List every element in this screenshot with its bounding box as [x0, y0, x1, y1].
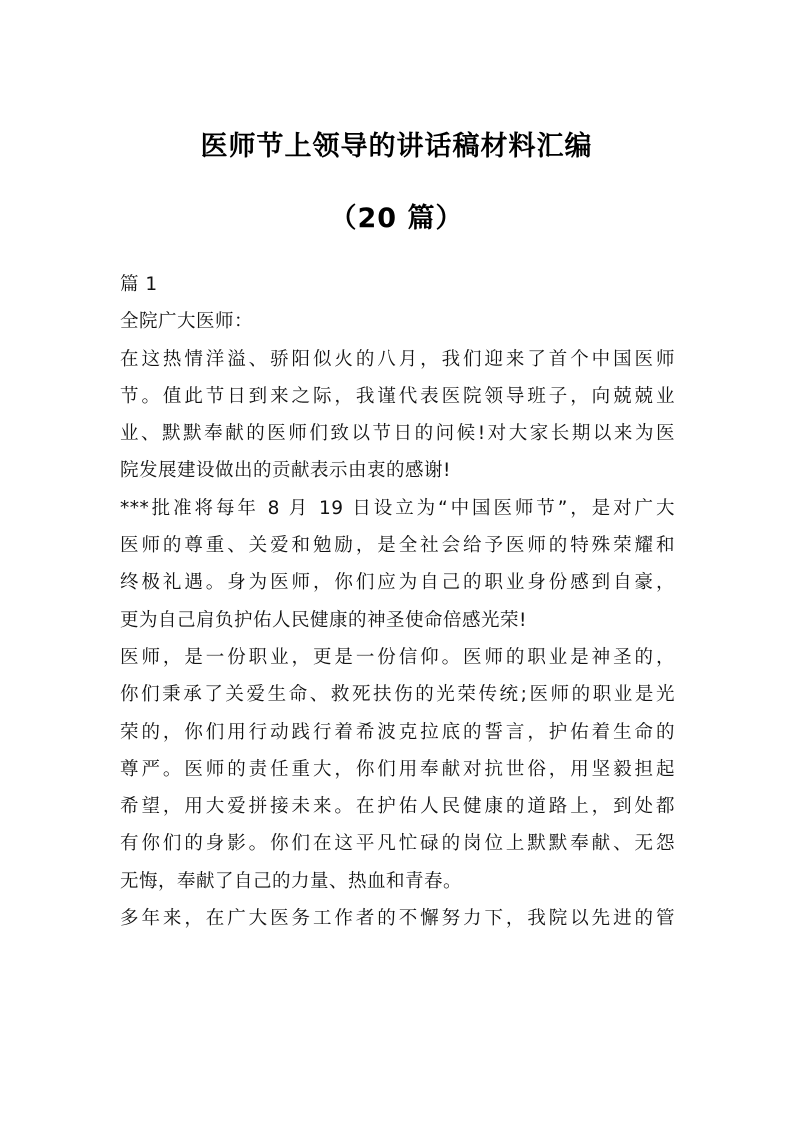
text-line: 你们秉承了关爱生命、救死扶伤的光荣传统;医师的职业是光 [120, 684, 675, 706]
salutation: 全院广大医师： [120, 311, 254, 333]
document-body [120, 266, 675, 937]
text-line: 在这热情洋溢、骄阳似火的八月，我们迎来了首个中国医师 [120, 348, 675, 370]
text-line: 业、默默奉献的医师们致以节日的问候!对大家长期以来为医 [120, 423, 675, 445]
text-line: ***批准将每年 8 月 19 日设立为“中国医师节”，是对广大 [120, 497, 675, 519]
text-line: 终极礼遇。身为医师，你们应为自己的职业身份感到自豪， [120, 572, 675, 594]
text-line: 荣的，你们用行动践行着希波克拉底的誓言，护佑着生命的 [120, 721, 675, 743]
text-line: 尊严。医师的责任重大，你们用奉献对抗世俗，用坚毅担起 [120, 758, 675, 780]
text-line: 多年来，在广大医务工作者的不懈努力下，我院以先进的管 [120, 908, 675, 930]
text-line: 有你们的身影。你们在这平凡忙碌的岗位上默默奉献、无怨 [120, 833, 675, 855]
text-line: 希望，用大爱拼接未来。在护佑人民健康的道路上，到处都 [120, 796, 675, 818]
text-line: 院发展建设做出的贡献表示由衷的感谢! [120, 460, 451, 482]
text-line: 节。值此节日到来之际，我谨代表医院领导班子，向兢兢业 [120, 385, 675, 407]
document-title: 医师节上领导的讲话稿材料汇编 [200, 131, 593, 162]
text-line: 医师的尊重、关爱和勉励，是全社会给予医师的特殊荣耀和 [120, 535, 675, 557]
text-line: 无悔，奉献了自己的力量、热血和青春。 [120, 870, 463, 892]
text-line: 更为自己肩负护佑人民健康的神圣使命倍感光荣! [120, 609, 527, 631]
section-heading: 篇 1 [120, 274, 158, 295]
document-subtitle: （20 篇） [329, 203, 464, 234]
text-line: 医师，是一份职业，更是一份信仰。医师的职业是神圣的， [120, 646, 675, 668]
